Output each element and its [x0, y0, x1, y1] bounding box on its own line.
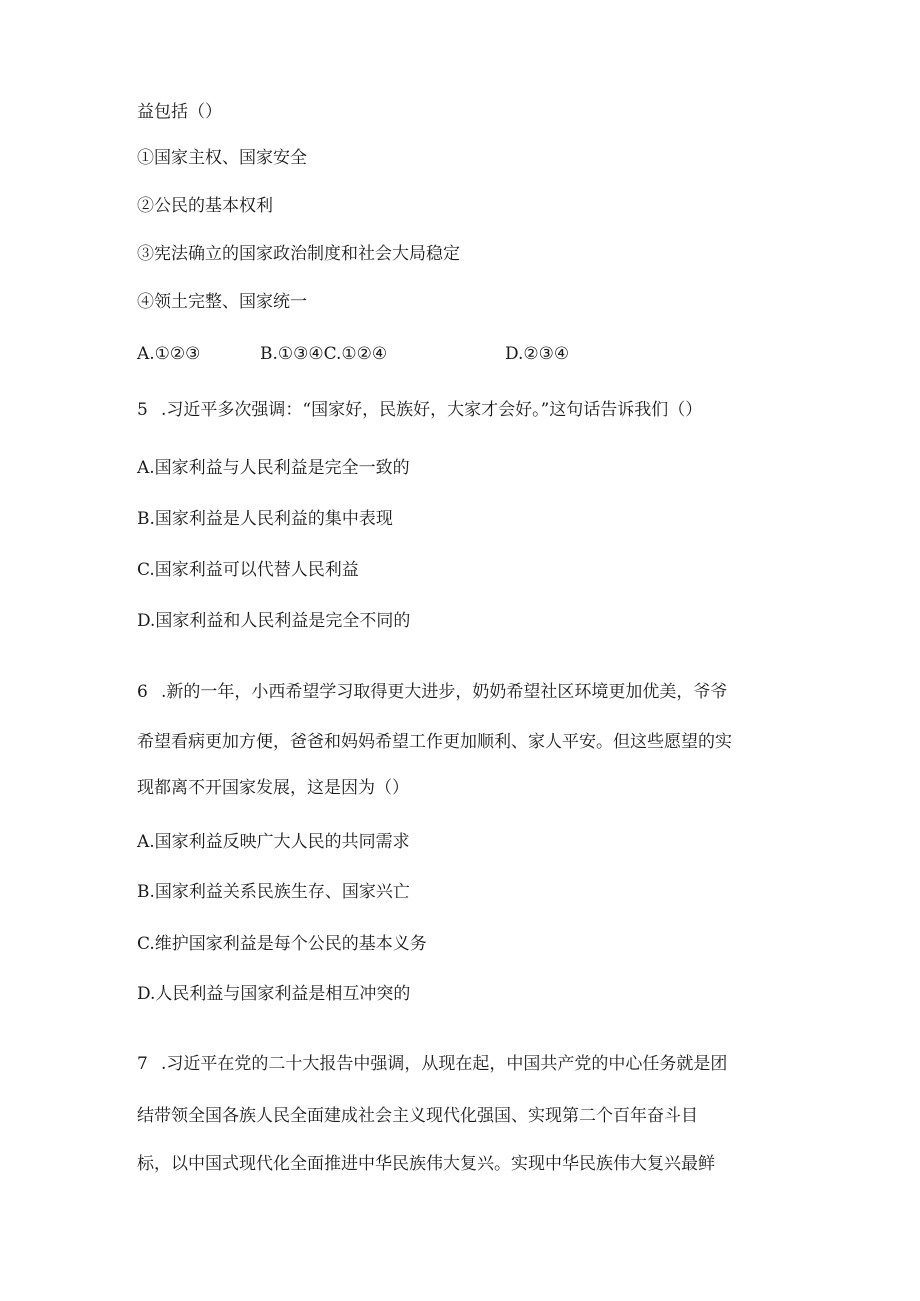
- q7-stem-line-3: 标，以中国式现代化全面推进中华民族伟大复兴。实现中华民族伟大复兴最鲜: [137, 1154, 715, 1174]
- q6-stem-text-1: .新的一年，小西希望学习取得更大进步，奶奶希望社区环境更加优美，爷爷: [161, 682, 728, 702]
- q4-options-row: [137, 342, 637, 366]
- q6-number: 6: [137, 682, 148, 702]
- q4-item-1: ①国家主权、国家安全: [137, 148, 307, 168]
- q7-stem-text-1: .习近平在党的二十大报告中强调，从现在起，中国共产党的中心任务就是团: [161, 1054, 728, 1074]
- q7-number: 7: [137, 1054, 148, 1074]
- q7-stem-line-1: [137, 1052, 727, 1076]
- q4-option-d: D.②③④: [505, 344, 570, 364]
- q6-stem-line-3: 现都离不开国家发展，这是因为（）: [137, 778, 409, 798]
- q7-stem-line-2: 结带领全国各族人民全面建成社会主义现代化强国、实现第二个百年奋斗目: [137, 1106, 698, 1126]
- q6-option-b: B.国家利益关系民族生存、国家兴亡: [137, 882, 410, 902]
- q6-option-d: D.人民利益与国家利益是相互冲突的: [137, 984, 411, 1004]
- q6-stem-line-2: 希望看病更加方便，爸爸和妈妈希望工作更加顺利、家人平安。但这些愿望的实: [137, 732, 732, 752]
- q5-option-b: B.国家利益是人民利益的集中表现: [137, 509, 393, 529]
- q5-number: 5: [137, 400, 148, 420]
- q4-stem-tail: 益包括（）: [137, 102, 222, 122]
- q4-option-a: A.①②③: [137, 344, 201, 364]
- q4-item-4: ④领土完整、国家统一: [137, 292, 307, 312]
- q5-option-a: A.国家利益与人民利益是完全一致的: [137, 458, 410, 478]
- q6-stem-line-1: [137, 680, 727, 704]
- q4-item-3: ③宪法确立的国家政治制度和社会大局稳定: [137, 244, 460, 264]
- q6-option-a: A.国家利益反映广大人民的共同需求: [137, 832, 410, 852]
- q5-option-d: D.国家利益和人民利益是完全不同的: [137, 611, 411, 631]
- q4-item-2: ②公民的基本权利: [137, 196, 273, 216]
- q4-option-b-c: B.①③④C.①②④: [260, 344, 388, 364]
- q5-option-c: C.国家利益可以代替人民利益: [137, 560, 359, 580]
- q5-stem: [137, 398, 702, 422]
- q5-stem-text: .习近平多次强调：“国家好，民族好，大家才会好。”这句话告诉我们（）: [161, 400, 703, 420]
- q6-option-c: C.维护国家利益是每个公民的基本义务: [137, 934, 427, 954]
